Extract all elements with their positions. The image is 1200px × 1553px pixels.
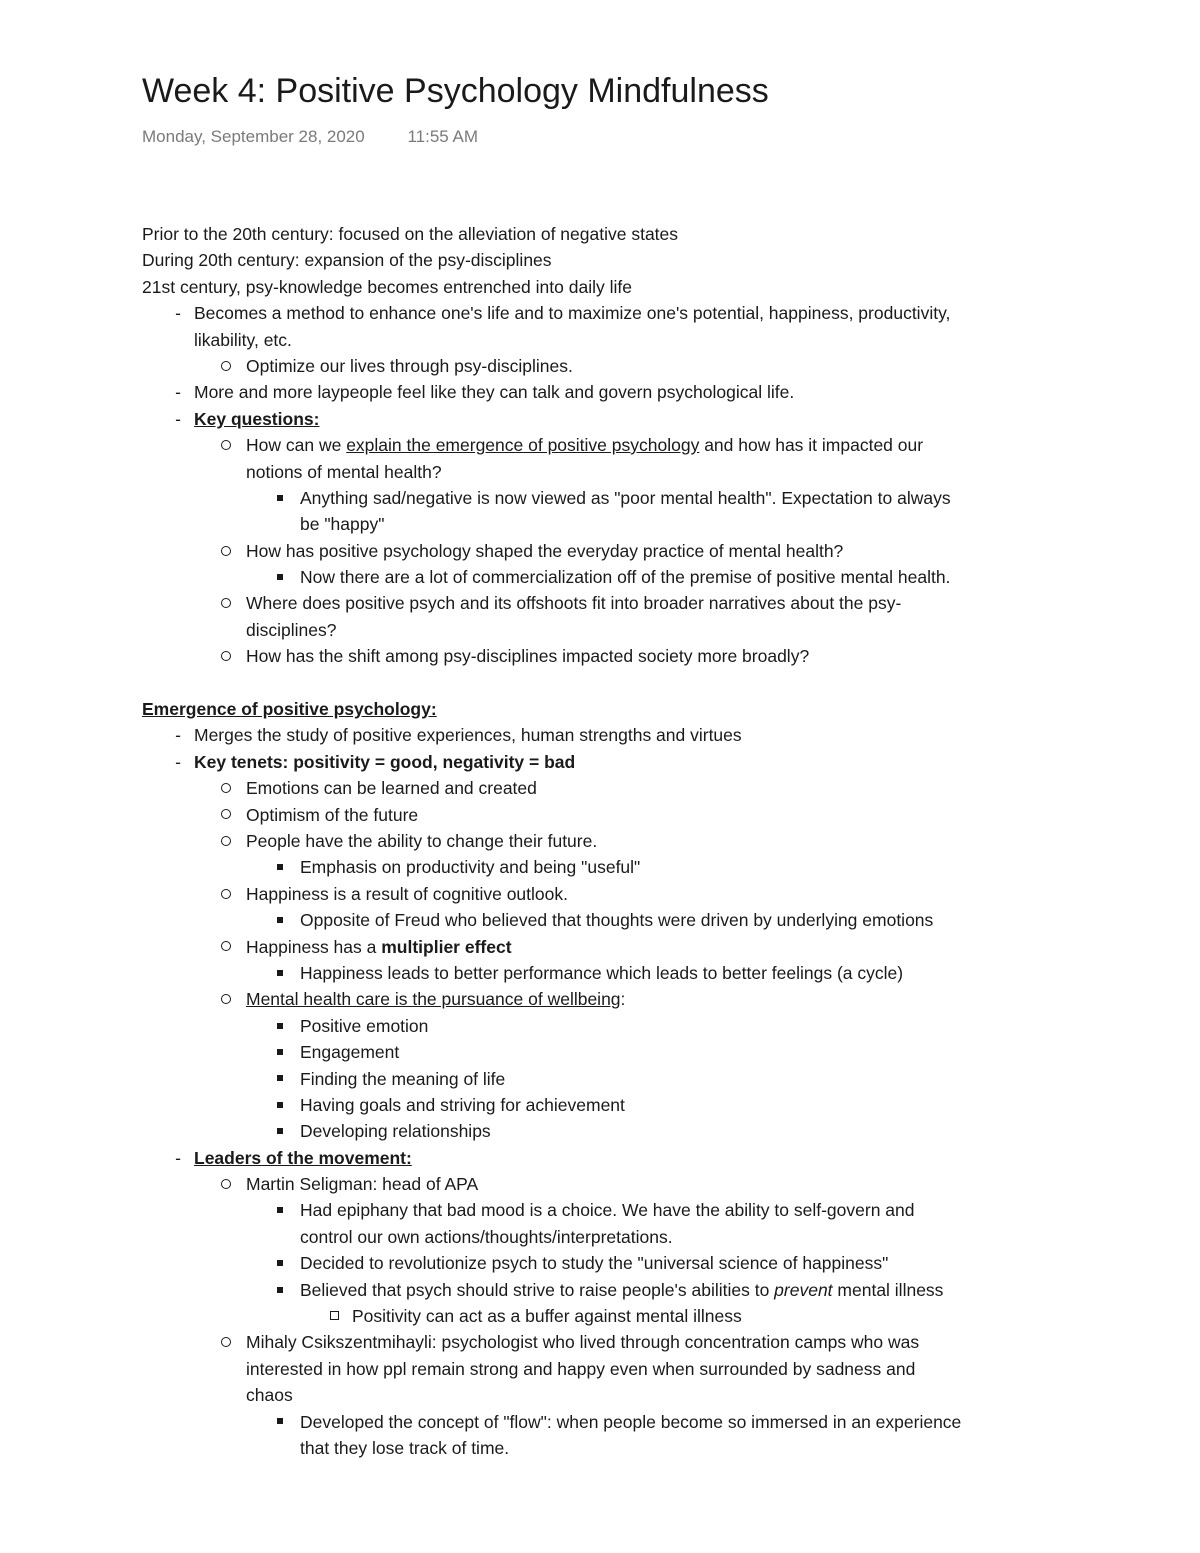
list-item: Where does positive psych and its offshoots fit into broader narratives about the psy- <box>0 590 1200 616</box>
circle-bullet-icon <box>218 538 234 564</box>
circle-bullet-icon <box>218 353 234 379</box>
square-bullet-icon <box>272 1250 288 1276</box>
paragraph-line: During 20th century: expansion of the psy-disciplines <box>142 250 552 271</box>
list-item: Believed that psych should strive to raise people's abilities to prevent mental illness <box>0 1277 1200 1303</box>
list-item: Mihaly Csikszentmihayli: psychologist who lived through concentration camps who was <box>0 1329 1200 1355</box>
key-questions-label: Key questions: <box>194 408 320 429</box>
list-item: - Leaders of the movement: <box>0 1145 1200 1171</box>
list-item-continued: disciplines? <box>246 619 337 640</box>
circle-bullet-icon <box>218 590 234 616</box>
list-item: Anything sad/negative is now viewed as "poor mental health". Expectation to always <box>0 485 1200 511</box>
circle-bullet-icon <box>218 802 234 828</box>
paragraph-line: 21st century, psy-knowledge becomes entrenched into daily life <box>142 276 632 297</box>
list-item: - More and more laypeople feel like they can talk and govern psychological life. <box>0 379 1200 405</box>
list-item: Happiness is a result of cognitive outlook. <box>0 881 1200 907</box>
dash-bullet-icon <box>170 749 186 775</box>
note-content <box>0 221 1200 1461</box>
circle-bullet-icon <box>218 1329 234 1355</box>
list-item: Having goals and striving for achievement <box>0 1092 1200 1118</box>
dash-bullet-icon <box>170 379 186 405</box>
list-item: How has positive psychology shaped the everyday practice of mental health? <box>0 538 1200 564</box>
list-item: Finding the meaning of life <box>0 1066 1200 1092</box>
list-item: Now there are a lot of commercialization off of the premise of positive mental health. <box>0 564 1200 590</box>
circle-bullet-icon <box>218 432 234 458</box>
square-bullet-icon <box>272 564 288 590</box>
list-item: Emphasis on productivity and being "useful" <box>0 854 1200 880</box>
list-item: Opposite of Freud who believed that thoughts were driven by underlying emotions <box>0 907 1200 933</box>
list-item: Positivity can act as a buffer against mental illness <box>0 1303 1200 1329</box>
square-bullet-icon <box>272 1066 288 1092</box>
list-item: Engagement <box>0 1039 1200 1065</box>
page-meta <box>142 127 478 147</box>
dash-bullet-icon <box>170 300 186 326</box>
circle-bullet-icon <box>218 828 234 854</box>
dash-bullet-icon <box>170 406 186 432</box>
circle-bullet-icon <box>218 934 234 960</box>
square-bullet-icon <box>272 1039 288 1065</box>
circle-bullet-icon <box>218 775 234 801</box>
page-date: Monday, September 28, 2020 <box>142 127 365 146</box>
square-bullet-icon <box>272 1409 288 1435</box>
list-item: Mental health care is the pursuance of wellbeing: <box>0 986 1200 1012</box>
list-item-continued: control our own actions/thoughts/interpretations. <box>300 1226 673 1247</box>
square-bullet-icon <box>272 1118 288 1144</box>
list-item-continued: notions of mental health? <box>246 461 442 482</box>
square-bullet-icon <box>272 1092 288 1118</box>
list-item: How has the shift among psy-disciplines impacted society more broadly? <box>0 643 1200 669</box>
list-item-continued: be "happy" <box>300 514 385 535</box>
list-item: Happiness leads to better performance which leads to better feelings (a cycle) <box>0 960 1200 986</box>
square-bullet-icon <box>272 485 288 511</box>
list-item-continued: likability, etc. <box>194 329 292 350</box>
spacer <box>0 670 1200 696</box>
dash-bullet-icon <box>170 1145 186 1171</box>
dash-bullet-icon <box>170 722 186 748</box>
square-bullet-icon <box>272 854 288 880</box>
list-item <box>0 406 1200 432</box>
list-item: - Key tenets: positivity = good, negativity = bad <box>0 749 1200 775</box>
list-item: Had epiphany that bad mood is a choice. We have the ability to self-govern and <box>0 1197 1200 1223</box>
circle-bullet-icon <box>218 1171 234 1197</box>
list-item: Happiness has a multiplier effect <box>0 934 1200 960</box>
list-item: Decided to revolutionize psych to study the "universal science of happiness" <box>0 1250 1200 1276</box>
list-item-continued: chaos <box>246 1385 293 1406</box>
list-item: Developing relationships <box>0 1118 1200 1144</box>
section-heading: Emergence of positive psychology: <box>142 699 437 720</box>
list-item: Developed the concept of "flow": when people become so immersed in an experience <box>0 1409 1200 1435</box>
list-item-continued: that they lose track of time. <box>300 1437 510 1458</box>
square-bullet-icon <box>272 960 288 986</box>
hollow-square-bullet-icon <box>326 1303 342 1329</box>
list-item: Emotions can be learned and created <box>0 775 1200 801</box>
list-item: Optimism of the future <box>0 802 1200 828</box>
square-bullet-icon <box>272 1197 288 1223</box>
list-item: - Becomes a method to enhance one's life and to maximize one's potential, happiness, productivity, <box>0 300 1200 326</box>
square-bullet-icon <box>272 1013 288 1039</box>
paragraph-line: Prior to the 20th century: focused on the alleviation of negative states <box>142 224 679 244</box>
circle-bullet-icon <box>218 881 234 907</box>
square-bullet-icon <box>272 1277 288 1303</box>
square-bullet-icon <box>272 907 288 933</box>
list-item: Positive emotion <box>0 1013 1200 1039</box>
page-time: 11:55 AM <box>407 127 479 146</box>
list-item: How can we explain the emergence of positive psychology and how has it impacted our <box>0 432 1200 458</box>
circle-bullet-icon <box>218 986 234 1012</box>
list-item: Martin Seligman: head of APA <box>0 1171 1200 1197</box>
list-item-continued: interested in how ppl remain strong and happy even when surrounded by sadness and <box>246 1358 916 1379</box>
list-item: People have the ability to change their future. <box>0 828 1200 854</box>
page-title: Week 4: Positive Psychology Mindfulness <box>142 72 769 110</box>
circle-bullet-icon <box>218 643 234 669</box>
list-item: Optimize our lives through psy-disciplines. <box>0 353 1200 379</box>
list-item: - Merges the study of positive experiences, human strengths and virtues <box>0 722 1200 748</box>
